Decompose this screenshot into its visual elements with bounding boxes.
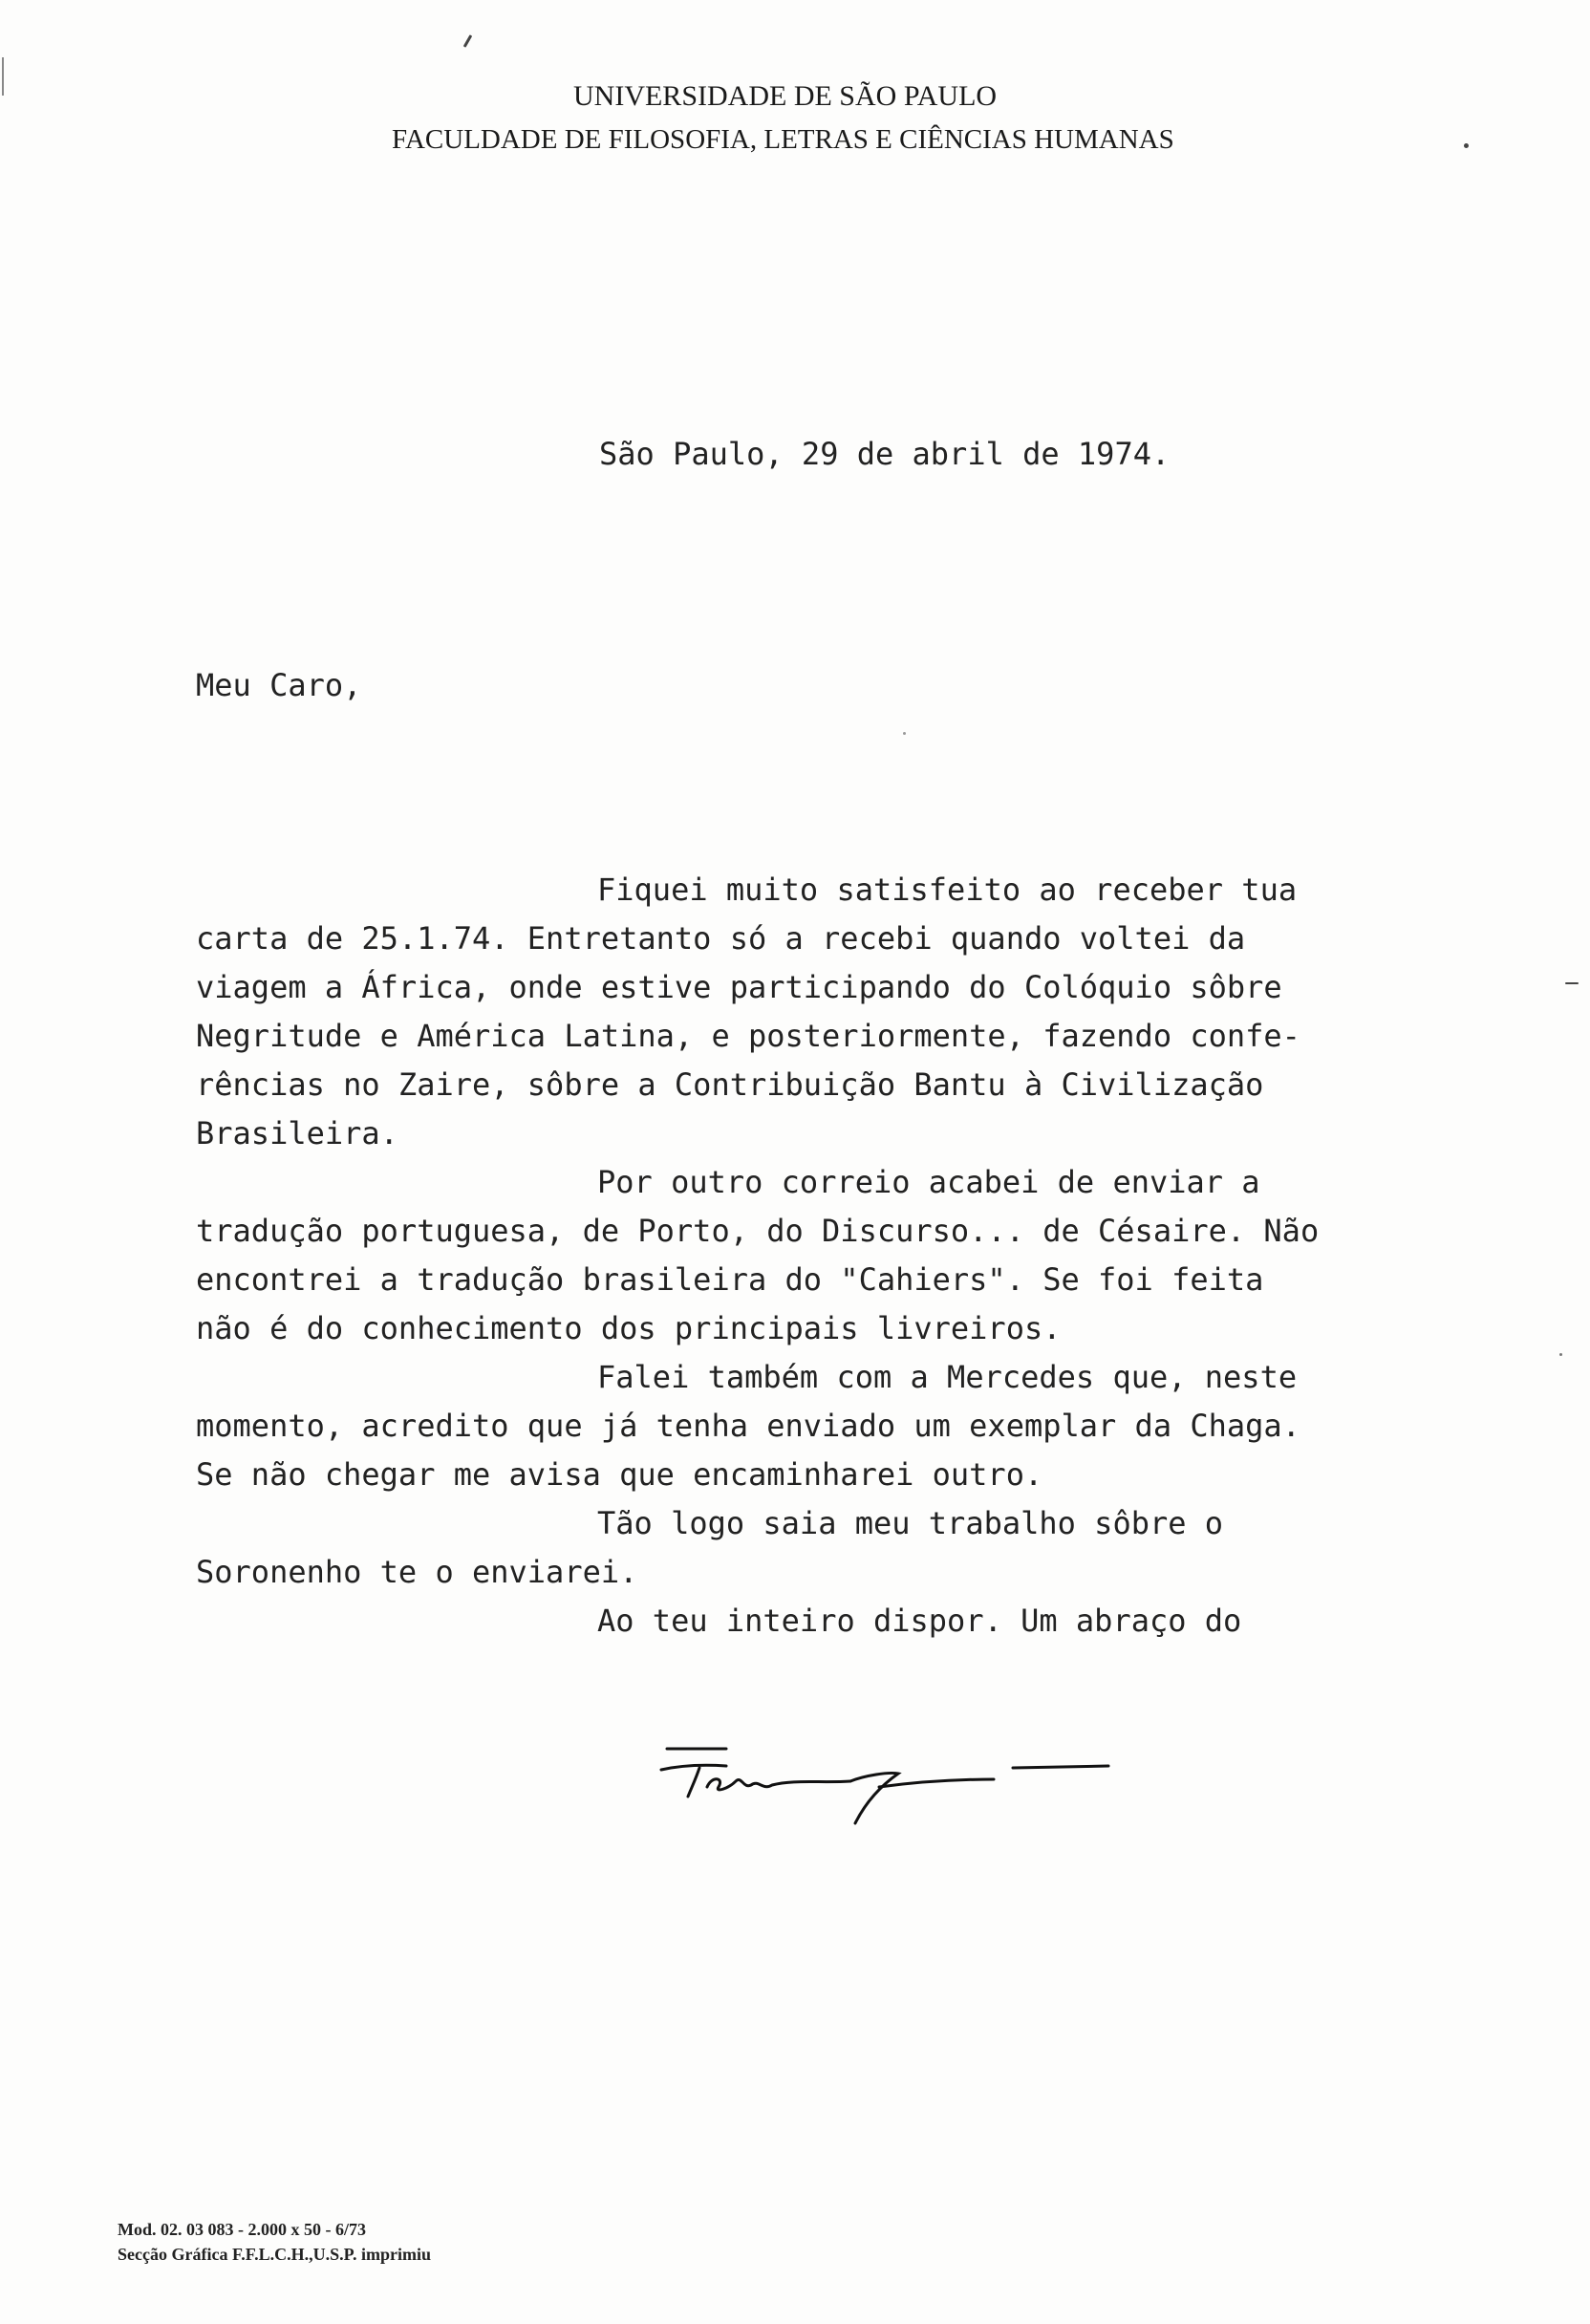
print-footer	[118, 2217, 431, 2267]
body-line: não é do conhecimento dos principais livreiros.	[196, 1310, 1062, 1346]
body-line: viagem a África, onde estive participando do Colóquio sôbre	[196, 969, 1282, 1005]
body-line: momento, acredito que já tenha enviado um exemplar da Chaga.	[196, 1408, 1300, 1444]
ink-speck	[1565, 982, 1579, 984]
letter-date: São Paulo, 29 de abril de 1974.	[599, 436, 1171, 472]
body-line: Fiquei muito satisfeito ao receber tua	[597, 872, 1298, 908]
ink-speck	[1559, 1353, 1562, 1356]
body-line: Tão logo saia meu trabalho sôbre o	[597, 1505, 1224, 1541]
body-line: carta de 25.1.74. Entretanto só a recebi quando voltei da	[196, 920, 1246, 957]
body-line: Negritude e América Latina, e posteriormente, fazendo confe-	[196, 1018, 1300, 1054]
body-line: encontrei a tradução brasileira do "Cahiers". Se foi feita	[196, 1261, 1264, 1298]
body-line: tradução portuguesa, de Porto, do Discurso... de Césaire. Não	[196, 1213, 1320, 1249]
letterhead-university: UNIVERSIDADE DE SÃO PAULO	[573, 80, 998, 112]
body-line: Soronenho te o enviarei.	[196, 1554, 638, 1590]
ink-speck	[903, 732, 906, 735]
letterhead-faculty: FACULDADE DE FILOSOFIA, LETRAS E CIÊNCIAS HUMANAS	[392, 124, 1174, 155]
letter-salutation: Meu Caro,	[196, 667, 362, 703]
body-line: Falei também com a Mercedes que, neste	[597, 1359, 1298, 1395]
page-edge-mark	[2, 57, 4, 96]
footer-print-shop: Secção Gráfica F.F.L.C.H.,U.S.P. imprimiu	[118, 2245, 431, 2264]
ink-speck	[463, 34, 473, 48]
body-line: Por outro correio acabei de enviar a	[597, 1164, 1260, 1200]
body-line: Se não chegar me avisa que encaminharei outro.	[196, 1456, 1043, 1493]
body-line: Brasileira.	[196, 1115, 398, 1151]
footer-model-number: Mod. 02. 03 083 - 2.000 x 50 - 6/73	[118, 2220, 366, 2239]
ink-speck	[1464, 143, 1469, 148]
handwritten-signature	[659, 1730, 1137, 1844]
body-line: rências no Zaire, sôbre a Contribuição Bantu à Civilização	[196, 1066, 1264, 1103]
body-line: Ao teu inteiro dispor. Um abraço do	[597, 1603, 1242, 1639]
